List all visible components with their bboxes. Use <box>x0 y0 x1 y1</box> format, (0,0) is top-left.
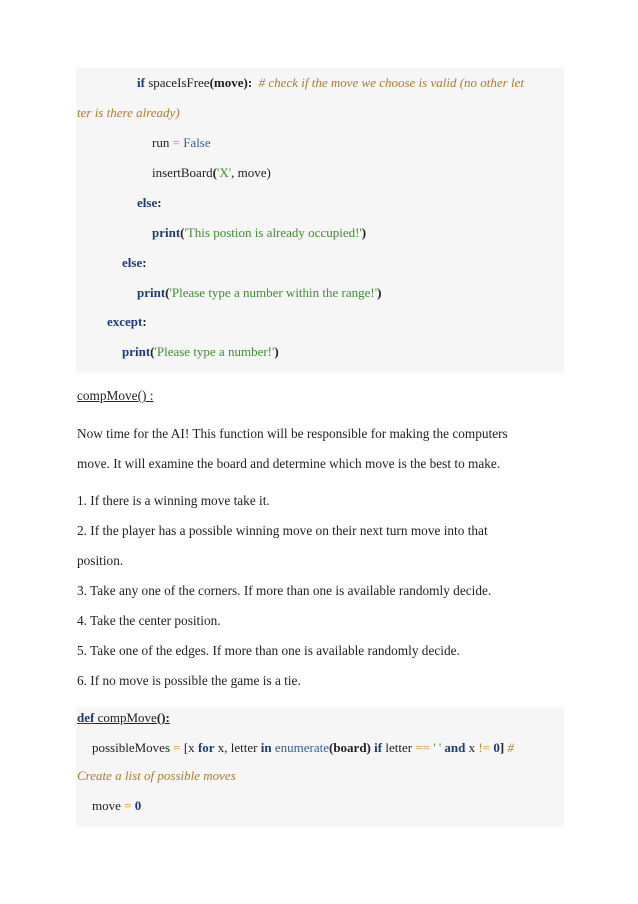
op-eq: = <box>173 740 181 755</box>
var-x: x <box>465 740 479 755</box>
op-eq: = <box>124 798 132 813</box>
code-line-print-range <box>137 284 381 302</box>
keyword-def: def <box>77 710 95 725</box>
op-eqeq: == <box>415 740 430 755</box>
parens: (): <box>156 710 170 725</box>
op-eq: = <box>172 135 180 150</box>
comment-part-1: # check if the move we choose is valid (no other let <box>258 75 524 90</box>
code-line-insertboard <box>152 164 271 182</box>
func-compmove: compMove <box>94 710 157 725</box>
func-spaceisfree: spaceIsFree <box>144 75 210 90</box>
keyword-in: in <box>260 740 272 755</box>
code-line-comment-wrap <box>77 104 180 122</box>
keyword-else: else <box>122 255 143 270</box>
colon: : <box>142 314 147 329</box>
keyword-if: if <box>137 75 145 90</box>
func-print: print <box>137 285 166 300</box>
comment-hash: # <box>507 740 514 755</box>
keyword-except: except <box>107 314 143 329</box>
list-item-4: 4. Take the center position. <box>77 613 221 628</box>
func-print: print <box>122 344 151 359</box>
code-line-run-false <box>152 134 211 152</box>
args-move: , move) <box>231 165 271 180</box>
string-x: 'X' <box>217 165 232 180</box>
colon: : <box>142 255 147 270</box>
comment-possible-moves: Create a list of possible moves <box>77 768 236 783</box>
func-insertboard: insertBoard <box>152 165 213 180</box>
keyword-else: else <box>137 195 158 210</box>
var-possiblemoves: possibleMoves <box>92 740 174 755</box>
paren-open: ( <box>165 285 170 300</box>
list-open: [x <box>180 740 198 755</box>
list-item-6: 6. If no move is possible the game is a tie. <box>77 673 301 688</box>
paren-open: ( <box>180 225 185 240</box>
keyword-and: and <box>444 740 466 755</box>
code-line-print-occupied <box>152 224 366 242</box>
paren-open: ( <box>150 344 155 359</box>
args: (move): <box>209 75 253 90</box>
code-line-move-zero <box>92 797 141 815</box>
string-space: ' ' <box>429 740 445 755</box>
list-item-2-cont: position. <box>77 553 124 568</box>
list-item-3: 3. Take any one of the corners. If more than one is available randomly decide. <box>77 583 492 598</box>
list-item-5: 5. Take one of the edges. If more than one is available randomly decide. <box>77 643 460 658</box>
number-zero: 0 <box>490 740 500 755</box>
comment-part-2: ter is there already) <box>77 105 180 120</box>
paren-close: ) <box>361 225 367 240</box>
code-line-def <box>77 709 170 727</box>
paren-close: ) <box>377 285 382 300</box>
loop-vars: x, letter <box>214 740 261 755</box>
string-number: 'Please type a number!' <box>154 344 275 359</box>
keyword-for: for <box>197 740 215 755</box>
code-line-print-number <box>122 343 279 361</box>
code-line-possiblemoves <box>92 739 514 757</box>
list-close: ] <box>499 740 508 755</box>
arg-board: (board) <box>329 740 375 755</box>
string-occupied: 'This postion is already occupied!' <box>184 225 362 240</box>
number-zero: 0 <box>131 798 142 813</box>
code-line-else-inner <box>137 194 162 212</box>
paren-open: ( <box>212 165 217 180</box>
code-line-comment-wrap-2 <box>77 767 236 785</box>
paren-close: ) <box>274 344 279 359</box>
list-item-2: 2. If the player has a possible winning move on their next turn move into that <box>77 523 488 538</box>
list-item-1: 1. If there is a winning move take it. <box>77 493 270 508</box>
func-print: print <box>152 225 181 240</box>
colon: : <box>157 195 162 210</box>
para-line-1: Now time for the AI! This function will be responsible for making the computers <box>77 426 508 441</box>
section-heading: compMove() : <box>77 388 154 403</box>
func-enumerate: enumerate <box>271 740 329 755</box>
code-line-else-outer <box>122 254 147 272</box>
keyword-if: if <box>374 740 383 755</box>
var-letter: letter <box>382 740 416 755</box>
para-line-2: move. It will examine the board and determine which move is the best to make. <box>77 456 501 471</box>
code-line-if-spaceisfree <box>137 74 524 92</box>
var-move: move <box>92 798 125 813</box>
string-range: 'Please type a number within the range!' <box>169 285 378 300</box>
value-false: False <box>179 135 211 150</box>
var-run: run <box>152 135 173 150</box>
op-neq: != <box>478 740 491 755</box>
code-line-except <box>107 313 147 331</box>
